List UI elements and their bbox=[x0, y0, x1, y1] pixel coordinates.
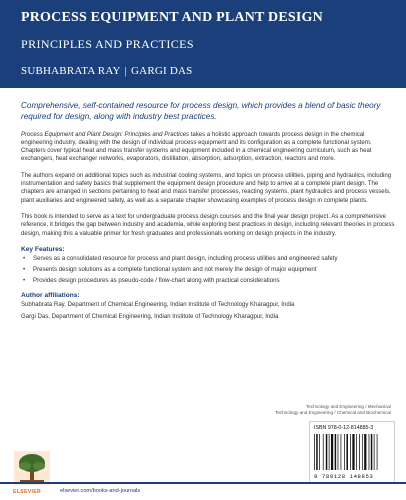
paragraph-intro bbox=[21, 131, 395, 164]
publisher-name: ELSEVIER bbox=[13, 489, 42, 495]
feature-text: Presents design solutions as a complete functional system and not merely the design of major equipment bbox=[33, 266, 317, 274]
paragraph-topics: The authors expand on additional topics such as industrial cooling systems, and topics on process utilities, piping and hydraulics, including instrumentation and safety basics that supplement the equipment design procedure and help to arrive at a complete plant design. The chapters are arranged in sections pertaining to heat and mass transfer processes, reacting systems, plant hydraulics and process vessels, plant auxiliaries and engineered safety, as well as a separate chapter showcasing examples of process design in complete plants. bbox=[21, 172, 392, 204]
book-title-inline: Process Equipment and Plant Design: Principles and Practices bbox=[21, 131, 190, 138]
paragraph-intro-text: takes a holistic approach towards process design in the chemical engineering industry, dealing with the design of individual process equipment and its configuration as a complete functional system. Chapters cover typical heat and mass transfer systems and equipment included in a chemical engineering curriculum, such as heat exchangers, heat exchanger networks, evaporators, distillation, absorption, adsorption, extraction, reactors and more. bbox=[21, 131, 372, 163]
author-line bbox=[21, 65, 192, 77]
key-features-list bbox=[21, 255, 395, 286]
bullet-icon: • bbox=[23, 266, 26, 274]
feature-text: Serves as a consolidated resource for process and plant design, including process utilities and engineered safety bbox=[33, 254, 338, 262]
paragraph-audience: This book is intended to serve as a text for undergraduate process design courses and the final year design project. As a comprehensive reference, it bridges the gap between industry and academia, while exploring best practices in design, including relevant theories in process design, making this a valuable primer for fresh graduates and professionals working on design projects in the industry. bbox=[21, 213, 395, 237]
barcode-icon bbox=[314, 434, 390, 470]
barcode-number: 9 780128 148853 bbox=[314, 473, 374, 480]
description-body bbox=[21, 101, 395, 325]
isbn-label: ISBN 978-0-12-814885-3 bbox=[314, 425, 374, 431]
list-item bbox=[21, 266, 395, 274]
key-features-heading: Key Features: bbox=[21, 245, 65, 253]
tagline: Comprehensive, self-contained resource for process design, which provides a blend of basic theory required for design, along with industry best practices. bbox=[21, 101, 381, 121]
category-line: Technology and Engineering / Chemical and Biochemical bbox=[275, 410, 391, 415]
category-line: Technology and Engineering / Mechanical bbox=[305, 404, 391, 409]
affiliations-heading: Author affiliations: bbox=[21, 291, 80, 299]
footer-rule bbox=[0, 482, 406, 484]
feature-text: Provides design procedures as pseudo-code / flow-chart along with practical considerations bbox=[33, 277, 280, 285]
author-separator: | bbox=[124, 65, 128, 77]
affiliation-line: Subhabrata Ray, Department of Chemical Engineering, Indian Institute of Technology Kharagpur, India bbox=[21, 301, 295, 308]
bullet-icon: • bbox=[23, 254, 26, 262]
list-item bbox=[21, 255, 395, 263]
book-title: PROCESS EQUIPMENT AND PLANT DESIGN bbox=[21, 10, 323, 25]
list-item bbox=[21, 277, 395, 285]
bullet-icon: • bbox=[23, 277, 26, 285]
elsevier-tree-logo-icon bbox=[14, 451, 50, 485]
publisher-url[interactable]: elsevier.com/books-and-journals bbox=[60, 488, 141, 494]
header-band bbox=[0, 0, 406, 88]
author-name: SUBHABRATA RAY bbox=[21, 65, 121, 77]
author-name: GARGI DAS bbox=[131, 65, 193, 77]
barcode-panel bbox=[309, 421, 395, 483]
subject-category bbox=[191, 404, 391, 416]
book-subtitle: PRINCIPLES AND PRACTICES bbox=[21, 37, 194, 51]
affiliation-line: Gargi Das, Department of Chemical Engineering, Indian Institute of Technology Kharagpur, India bbox=[21, 314, 279, 321]
